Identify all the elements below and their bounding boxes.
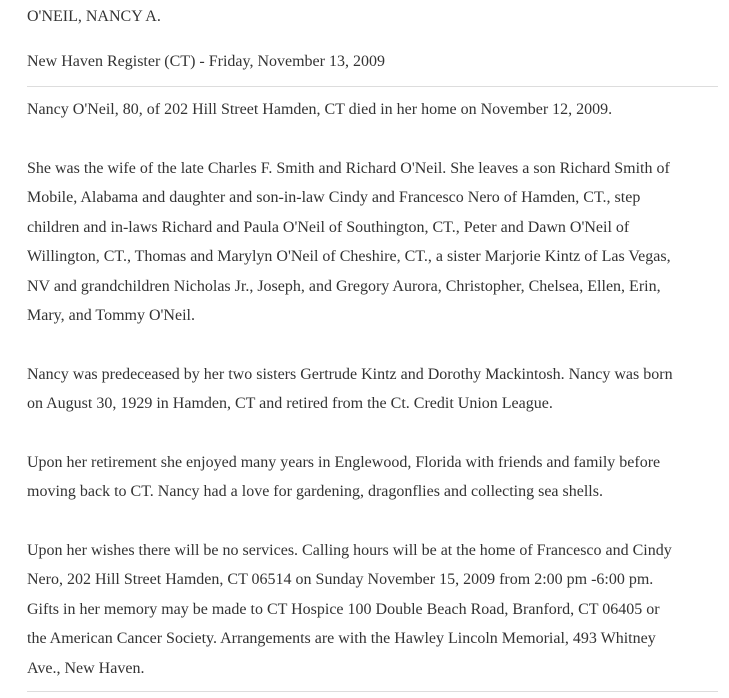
bottom-divider — [27, 691, 718, 692]
obituary-source: New Haven Register (CT) - Friday, November 13, 2009 — [27, 53, 385, 70]
obituary-name: O'NEIL, NANCY A. — [27, 8, 161, 25]
paragraph-survivors: She was the wife of the late Charles F. Smith and Richard O'Neil. She leaves a son Richard Smith of Mobile, Alabama and daughter and son-in-law Cindy and Francesco Nero of Hamden, CT., step children and in-laws Richard and Paula O'Neil of Southington, CT., Peter and Dawn O'Neil of Willington, CT., Thomas and Marylyn O'Neil of Cheshire, CT., a sister Marjorie Kintz of Las Vegas, NV and grandchildren Nicholas Jr., Joseph, and Gregory Aurora, Christopher, Chelsea, Ellen, Erin, Mary, and Tommy O'Neil. — [27, 159, 671, 324]
obituary-page — [27, 0, 713, 692]
paragraph-retirement: Upon her retirement she enjoyed many years in Englewood, Florida with friends and family before moving back to CT. Nancy had a love for gardening, dragonflies and collecting sea shells. — [27, 453, 661, 500]
paragraph-death-notice: Nancy O'Neil, 80, of 202 Hill Street Hamden, CT died in her home on November 12, 2009. — [27, 101, 613, 118]
obituary-body — [27, 87, 713, 683]
paragraph-predeceased: Nancy was predeceased by her two sisters Gertrude Kintz and Dorothy Mackintosh. Nancy was born on August 30, 1929 in Hamden, CT and retired from the Ct. Credit Union League. — [27, 365, 673, 412]
paragraph-services: Upon her wishes there will be no services. Calling hours will be at the home of Francesco and Cindy Nero, 202 Hill Street Hamden, CT 06514 on Sunday November 15, 2009 from 2:00 pm -6:00 pm. Gifts in her memory may be made to CT Hospice 100 Double Beach Road, Branford, CT 06405 or the American Cancer Society. Arrangements are with the Hawley Lincoln Memorial, 493 Whitney Ave., New Haven. — [27, 541, 672, 677]
